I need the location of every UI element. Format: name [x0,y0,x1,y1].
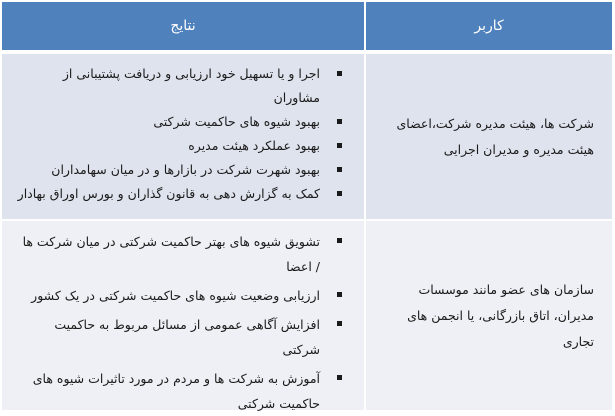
list-item [2,62,364,110]
list-item-text: ارزیابی وضعیت شیوه های حاکمیت شرکتی در یک کشور [31,288,320,303]
bullet-icon [337,292,342,297]
list-item [2,312,364,362]
list-item [2,158,364,182]
header-results [2,2,364,50]
list-item-text: تشویق شیوه های بهتر حاکمیت شرکتی در میان شرکت ها / اعضا [22,234,320,274]
bullet-icon [337,375,342,380]
bullet-icon [337,167,342,172]
header-user-label: کاربر [474,18,504,34]
list-item [2,182,364,206]
results-table [2,2,612,410]
list-item [2,229,364,279]
list-item-text: بهبود عملکرد هیئت مدیره [188,138,320,153]
bullet-icon [337,238,342,243]
row-2-results-cell [2,221,364,410]
list-item [2,110,364,134]
row-2-user-text: سازمان های عضو مانند موسسات مدیران، اتاق بازرگانی، یا انجمن های تجاری [407,281,594,349]
header-results-label: نتایج [170,18,196,34]
row-2-results-list [2,221,364,416]
row-1-user-cell [366,54,612,219]
bullet-icon [337,191,342,196]
list-item [2,366,364,416]
list-item-text: افزایش آگاهی عمومی از مسائل مربوط به حاکمیت شرکتی [54,317,320,357]
header-user [366,2,612,50]
list-item-text: بهبود شهرت شرکت در بازارها و در میان سهامداران [51,162,320,177]
bullet-icon [337,119,342,124]
row-1-user-text: شرکت ها، هیئت مدیره شرکت،اعضای هیئت مدیره و مدیران اجرایی [396,115,594,157]
bullet-icon [337,143,342,148]
list-item [2,283,364,308]
list-item-text: بهبود شیوه های حاکمیت شرکتی [153,114,320,129]
bullet-icon [337,71,342,76]
bullet-icon [337,321,342,326]
row-2-user-cell [366,221,612,410]
list-item-text: اجرا و یا تسهیل خود ارزیابی و دریافت پشتیبانی از مشاوران [62,66,320,105]
list-item-text: آموزش به شرکت ها و مردم در مورد تاثیرات شیوه های حاکمیت شرکتی [32,371,320,411]
list-item-text: کمک به گزارش دهی به قانون گذاران و بورس اوراق بهادار [17,186,320,201]
row-1-results-list [2,54,364,206]
list-item [2,134,364,158]
row-1-results-cell [2,54,364,219]
